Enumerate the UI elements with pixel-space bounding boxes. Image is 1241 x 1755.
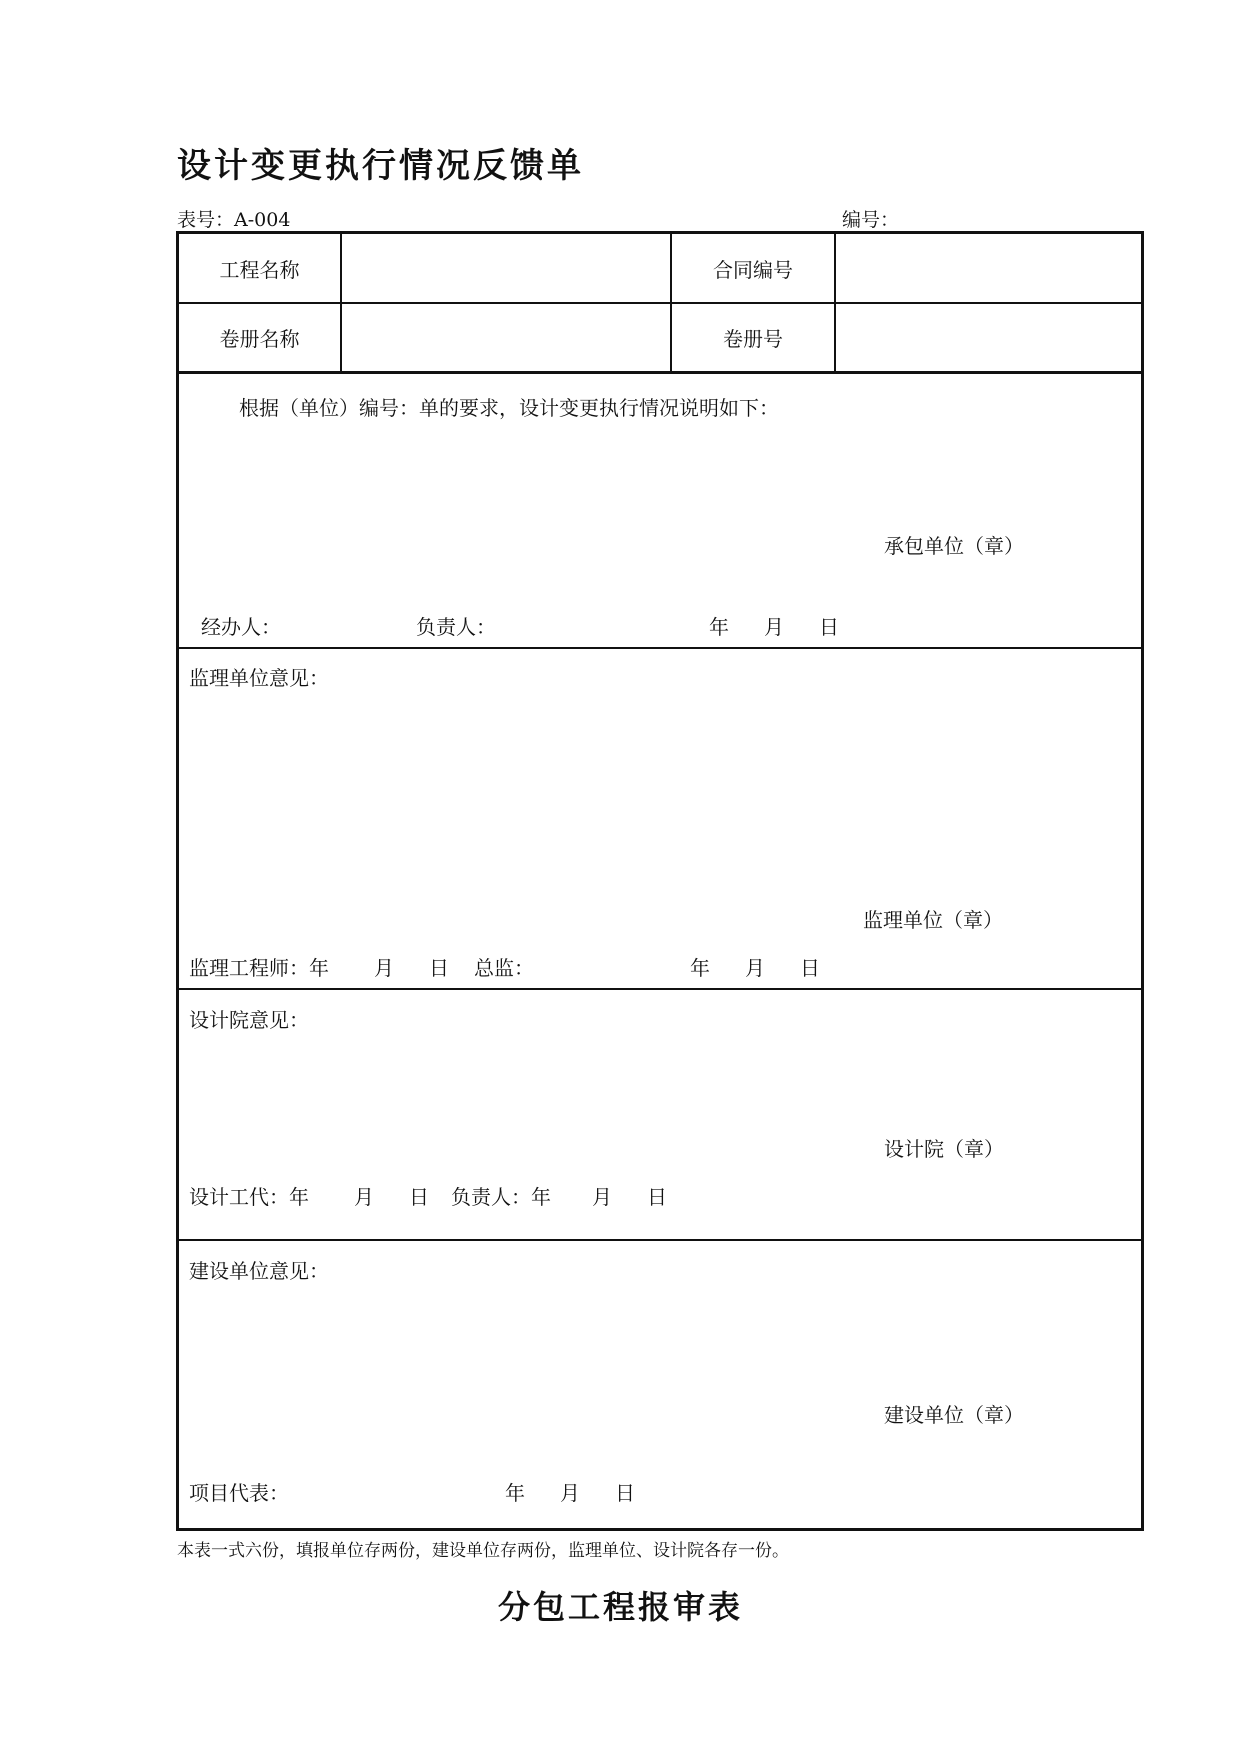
date-day: 日 — [647, 1185, 667, 1209]
supervision-opinion-label: 监理单位意见： — [189, 666, 329, 690]
project-name-field[interactable] — [342, 234, 670, 302]
divider — [179, 1239, 1141, 1241]
design-seal: 设计院（章） — [884, 1137, 1004, 1161]
chief-supervisor-label: 总监： — [474, 956, 534, 980]
volume-name-field[interactable] — [342, 304, 670, 371]
supervising-engineer-label: 监理工程师：年 — [189, 956, 329, 980]
date-month: 月 — [374, 956, 394, 980]
date-day: 日 — [409, 1185, 429, 1209]
date-day: 日 — [429, 956, 449, 980]
serial-number-label: 编号： — [842, 209, 900, 231]
date-month: 月 — [764, 615, 784, 639]
date-month: 月 — [592, 1185, 612, 1209]
date-day: 日 — [615, 1481, 635, 1505]
date-month: 月 — [560, 1481, 580, 1505]
feedback-form — [176, 231, 1144, 1531]
date-month: 月 — [745, 956, 765, 980]
project-representative-label: 项目代表： — [189, 1481, 289, 1505]
contract-no-label: 合同编号 — [713, 257, 793, 282]
contract-no-field[interactable] — [836, 234, 1141, 302]
divider — [179, 647, 1141, 649]
design-opinion-label: 设计院意见： — [189, 1008, 309, 1032]
design-responsible-label: 负责人：年 — [451, 1185, 551, 1209]
design-representative-label: 设计工代：年 — [189, 1185, 309, 1209]
handler-label: 经办人： — [201, 615, 281, 639]
contractor-statement: 根据（单位）编号：单的要求，设计变更执行情况说明如下： — [239, 396, 779, 420]
volume-no-label: 卷册号 — [723, 327, 783, 351]
date-day: 日 — [800, 956, 820, 980]
divider — [179, 988, 1141, 990]
volume-name-label: 卷册名称 — [219, 327, 300, 351]
date-day: 日 — [819, 615, 839, 639]
supervision-seal: 监理单位（章） — [863, 908, 1003, 932]
distribution-note: 本表一式六份，填报单位存两份，建设单位存两份，监理单位、设计院各存一份。 — [177, 1541, 789, 1561]
owner-seal: 建设单位（章） — [884, 1403, 1024, 1427]
date-year: 年 — [505, 1481, 525, 1505]
document-title: 设计变更执行情况反馈单 — [177, 146, 584, 186]
form-code: 表号：A-004 — [177, 209, 291, 231]
next-form-title: 分包工程报审表 — [497, 1588, 743, 1626]
contractor-seal: 承包单位（章） — [884, 534, 1024, 558]
volume-no-field[interactable] — [836, 304, 1141, 371]
project-name-label: 工程名称 — [219, 257, 300, 282]
responsible-label: 负责人： — [416, 615, 496, 639]
owner-opinion-label: 建设单位意见： — [189, 1259, 329, 1283]
divider — [179, 371, 1141, 374]
date-year: 年 — [709, 615, 729, 639]
date-month: 月 — [354, 1185, 374, 1209]
date-year: 年 — [690, 956, 710, 980]
